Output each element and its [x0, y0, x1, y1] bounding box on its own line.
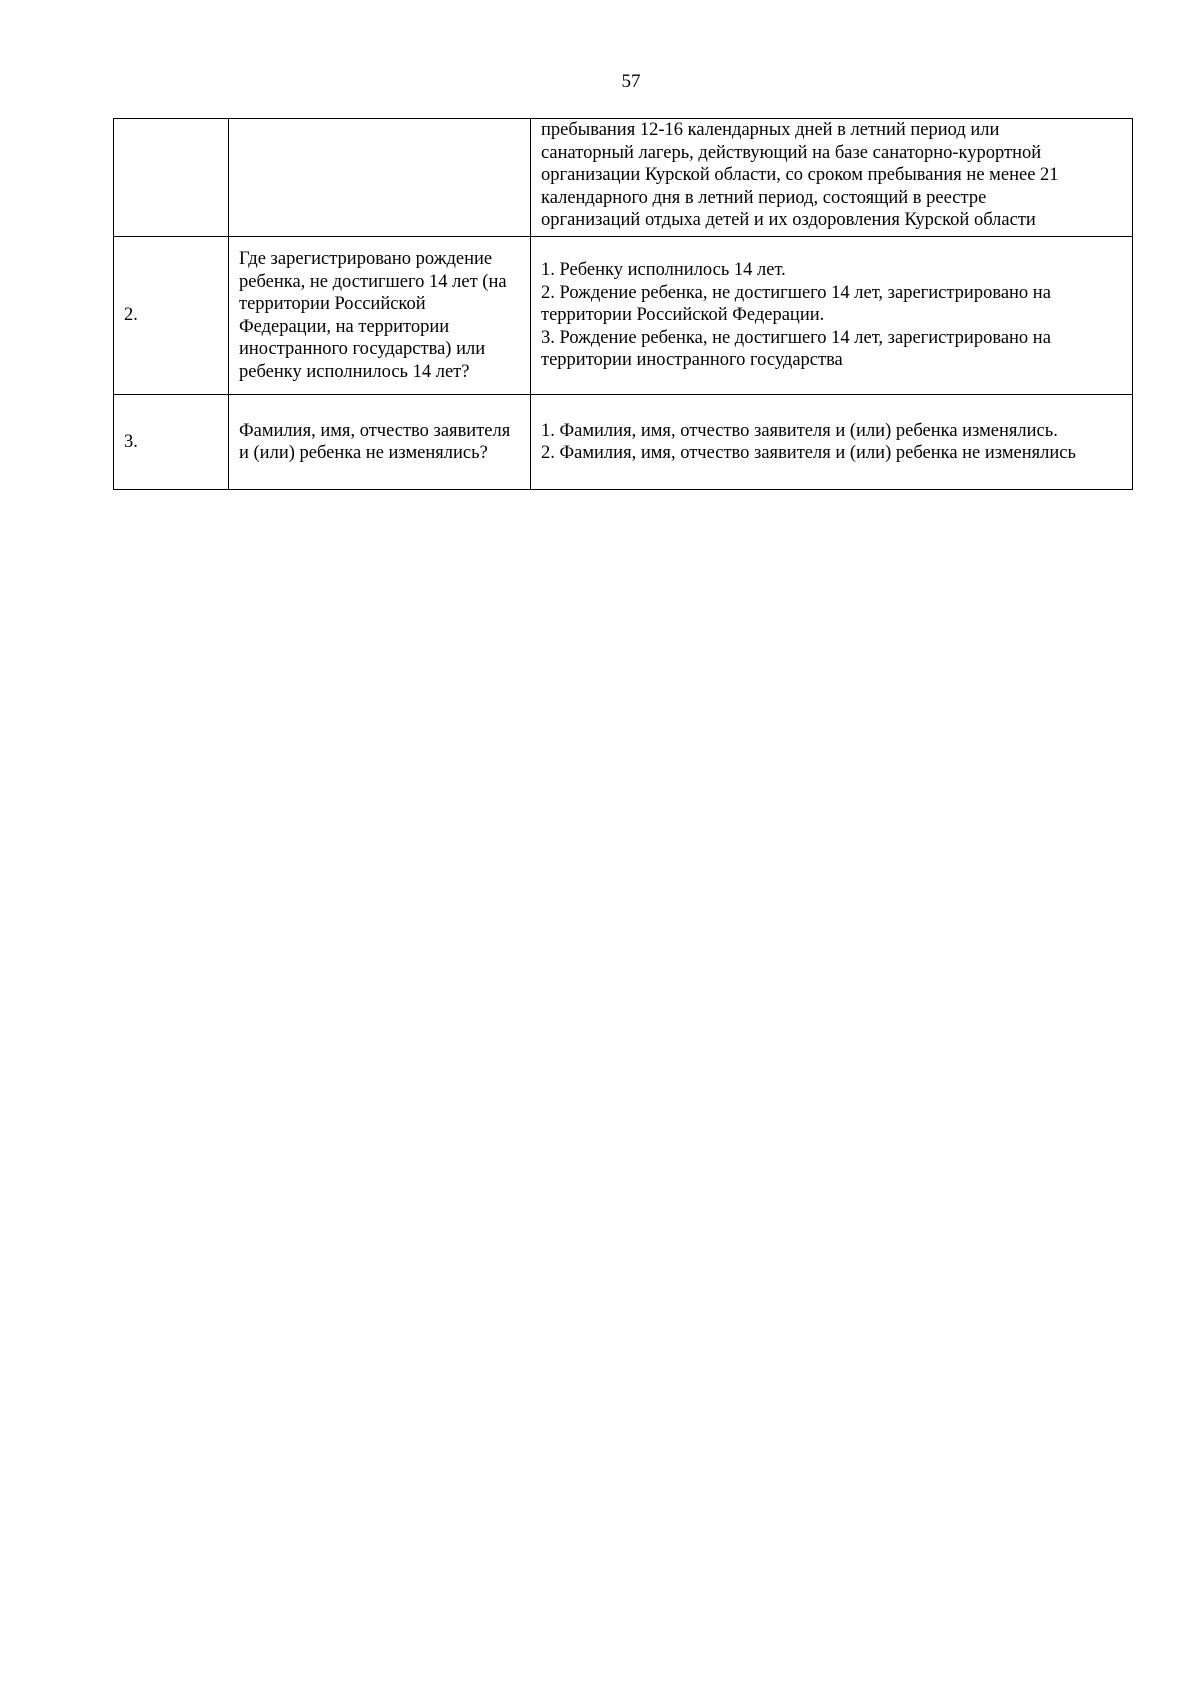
question-cell: Фамилия, имя, отчество заявителя и (или) ребенка не изменялись? [229, 395, 531, 490]
answer-option: 3. Рождение ребенка, не достигшего 14 лет, зарегистрировано на территории иностранного государства [541, 327, 1051, 371]
question-cell: Где зарегистрировано рождение ребенка, не достигшего 14 лет (на территории Российской Федерации, на территории иностранного государства) или ребенку исполнилось 14 лет? [229, 237, 531, 395]
criteria-table [113, 118, 1133, 490]
answer-option: 2. Фамилия, имя, отчество заявителя и (или) ребенка не изменялись [541, 443, 1076, 463]
answer-line: календарного дня в летний период, состоящий в реестре [541, 187, 987, 208]
answer-line: пребывания 12-16 календарных дней в летний период или [541, 120, 1000, 140]
answer-line: организаций отдыха детей и их оздоровления Курской области [541, 210, 1036, 230]
table-row [114, 395, 1133, 490]
answer-option: 1. Фамилия, имя, отчество заявителя и (или) ребенка изменялись. [541, 420, 1058, 441]
row-number-cell: 2. [114, 237, 229, 395]
answer-line: организации Курской области, со сроком пребывания не менее 21 [541, 165, 1059, 185]
table-row [114, 237, 1133, 395]
answers-cell [531, 237, 1133, 395]
answer-option: 2. Рождение ребенка, не достигшего 14 лет, зарегистрировано на территории Российской Федерации. [541, 282, 1051, 326]
answers-cell [531, 119, 1133, 237]
row-number-cell [114, 119, 229, 237]
answers-cell [531, 395, 1133, 490]
table-row [114, 119, 1133, 237]
page-number: 57 [621, 71, 641, 92]
question-cell [229, 119, 531, 237]
answer-line: санаторный лагерь, действующий на базе санаторно-курортной [541, 142, 1042, 163]
answer-option: 1. Ребенку исполнилось 14 лет. [541, 260, 786, 281]
row-number-cell: 3. [114, 395, 229, 490]
